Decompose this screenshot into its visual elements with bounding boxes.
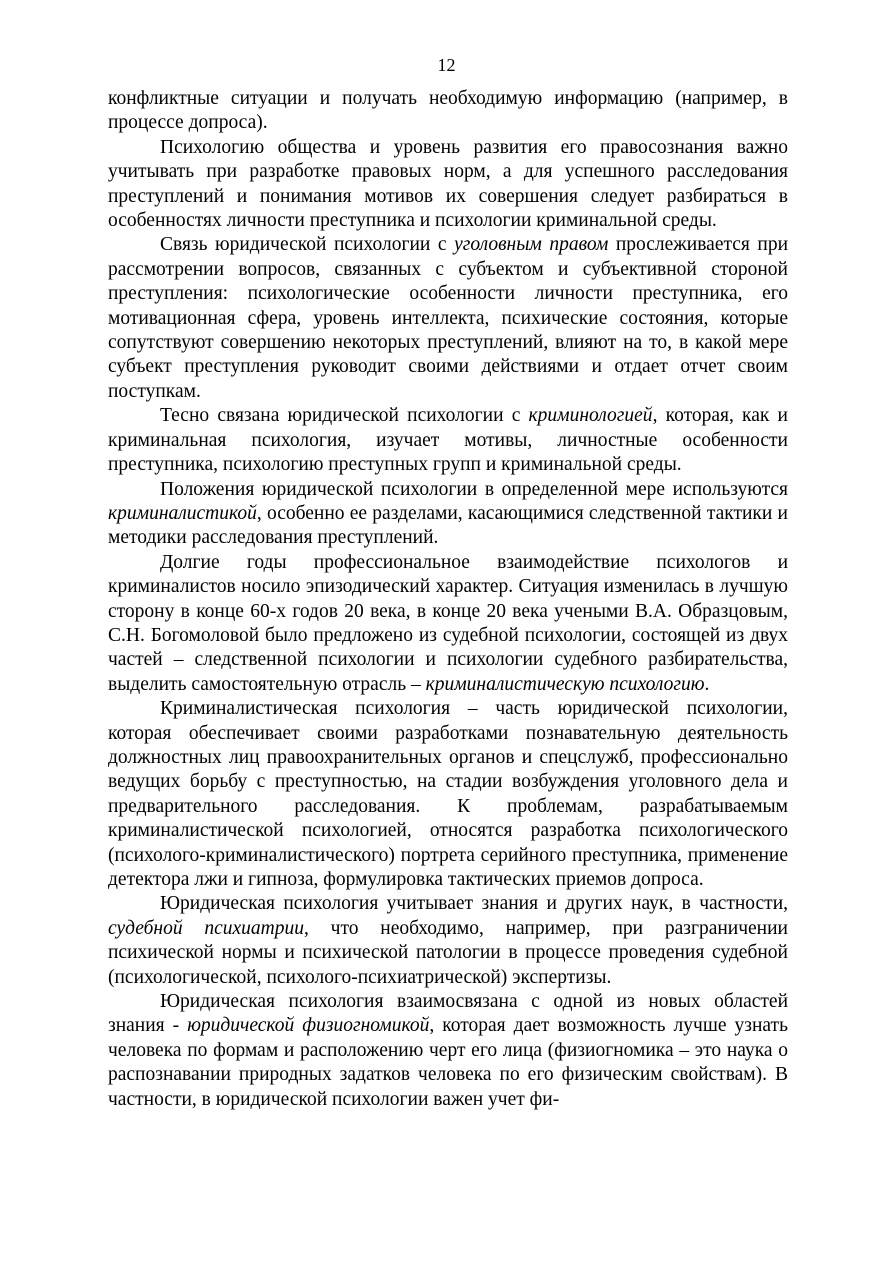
- italic-term: криминологией: [528, 405, 653, 427]
- paragraph-text: Юридическая психология взаимосвязана с одной из новых областей знания -: [108, 991, 788, 1037]
- paragraph-text: Тесно связана юридической психологии с: [160, 405, 529, 427]
- paragraph-text: Криминалистическая психология – часть юридической психологии, которая обеспечивает своими разработками познавательную деятельность должностных лиц правоохранительных органов и спецслужб, профессионально ведущих борьбу с преступностью, на стадии возбуждения уголовного дела и предварительного расследования. К проблемам, разрабатываемым криминалистической психологией, относятся разработка психологического (психолого-криминалистического) портрета серийного преступника, применение детектора лжи и гипноза, формулировка тактических приемов допроса.: [108, 698, 788, 890]
- paragraph-text: .: [704, 673, 710, 695]
- paragraph: [108, 404, 788, 477]
- paragraph-text: , особенно ее разделами, касающимися следственной тактики и методики расследования преступлений.: [108, 502, 788, 549]
- paragraph-text: Долгие годы профессиональное взаимодействие психологов и криминалистов носило эпизодический характер. Ситуация изменилась в лучшую сторону в конце 60-х годов 20 века, в конце 20 века учеными В.А. Образцовым, С.Н. Богомоловой было предложено из судебной психологии, состоящей из двух частей – следственной психологии и психологии судебного разбирательства, выделить самостоятельную отрасль –: [108, 551, 788, 695]
- paragraph-text: прослеживается при рассмотрении вопросов, связанных с субъектом и субъективной стороной преступления: психологические особенности личности преступника, его мотивационная сфера, уровень интеллекта, психические состояния, которые сопутствуют совершению некоторых преступлений, влияют на то, в какой мере субъект преступления руководит своими действиями и отдает отчет своим поступкам.: [108, 234, 789, 402]
- paragraph: [108, 233, 788, 404]
- italic-term: судебной психиатрии: [108, 917, 305, 939]
- text-body: [108, 87, 788, 1112]
- paragraph: [108, 551, 788, 697]
- paragraph-text: , которая, как и криминальная психология, изучает мотивы, личностные особенности преступника, психологию преступных групп и криминальной среды.: [108, 405, 788, 476]
- paragraph-text: , которая дает возможность лучше узнать человека по формам и расположению черт его лица (физиогномика – это наука о распознавании природных задатков человека по его физическим свойствам). В частности, в юридической психологии важен учет фи-: [108, 1015, 788, 1110]
- paragraph-text: Связь юридической психологии с: [160, 234, 455, 256]
- page-number: 12: [437, 55, 456, 75]
- italic-term: криминалистикой: [108, 502, 257, 524]
- paragraph-text: конфликтные ситуации и получать необходимую информацию (например, в процессе допроса).: [108, 88, 788, 134]
- paragraph-text: , что необходимо, например, при разграничении психической нормы и психической патологии в процессе проведения судебной (психологической, психолого-психиатрической) экспертизы.: [108, 917, 788, 988]
- paragraph: [108, 87, 788, 136]
- paragraph-text: Юридическая психология учитывает знания и других наук, в частности,: [160, 893, 788, 915]
- paragraph: [108, 697, 788, 892]
- paragraph-text: Положения юридической психологии в определенной мере используются: [160, 478, 788, 500]
- paragraph-text: Психологию общества и уровень развития его правосознания важно учитывать при разработке правовых норм, а для успешного расследования преступлений и понимания мотивов их совершения следует разбираться в особенностях личности преступника и психологии криминальной среды.: [108, 136, 788, 232]
- paragraph: [108, 136, 788, 234]
- italic-term: криминалистическую психологию: [425, 673, 705, 695]
- paragraph: [108, 478, 788, 551]
- italic-term: юридической физиогномикой: [187, 1015, 430, 1037]
- italic-term: уголовным правом: [454, 234, 609, 256]
- paragraph: [108, 892, 788, 990]
- paragraph: [108, 990, 788, 1112]
